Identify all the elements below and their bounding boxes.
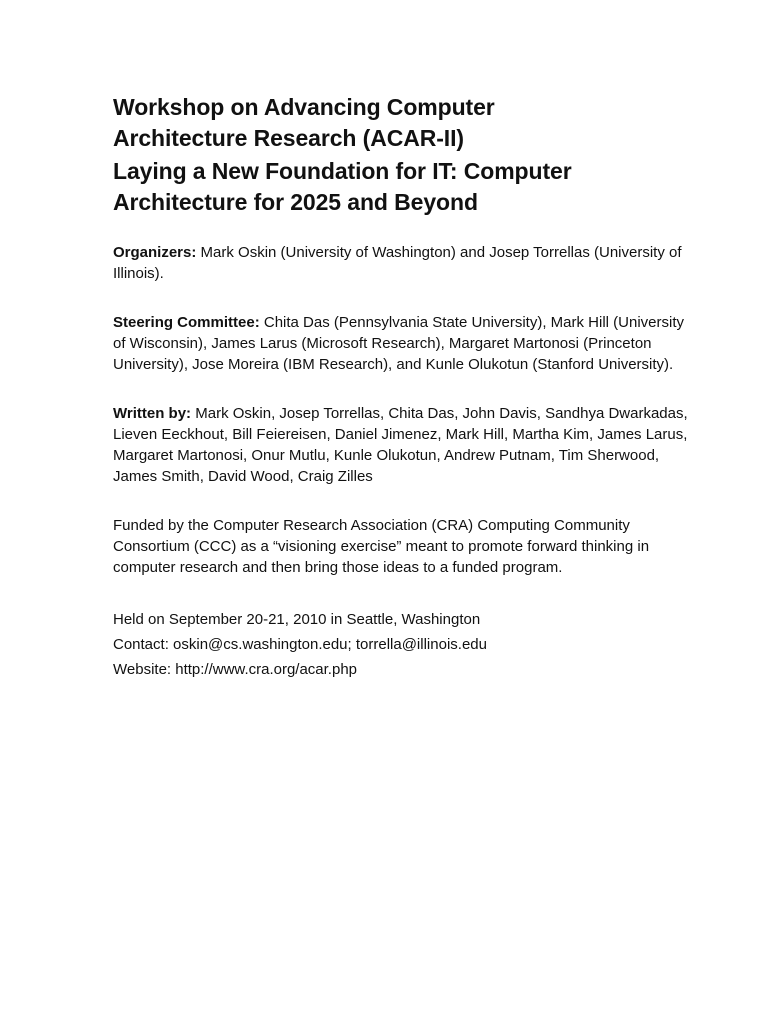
steering-committee-text: Chita Das (Pennsylvania State University), Mark Hill (University of Wisconsin), James Larus (Microsoft Research), Margaret Martonosi (Princeton University), Jose Moreira (IBM Research), and Kunle Olukotun (Stanford University). xyxy=(113,314,684,373)
workshop-title-line2: Architecture Research (ACAR-II) xyxy=(113,125,464,151)
funding-paragraph: Funded by the Computer Research Association (CRA) Computing Community Consortium (CCC) as a “visioning exercise” meant to promote forward thinking in computer research and then bring those ideas to a funded program. xyxy=(113,517,650,576)
steering-committee-label: Steering Committee: xyxy=(113,314,260,331)
contact-line: Contact: oskin@cs.washington.edu; torrella@illinois.edu xyxy=(113,636,487,653)
organizers-label: Organizers: xyxy=(113,244,197,261)
website-line: Website: http://www.cra.org/acar.php xyxy=(113,661,358,678)
workshop-title xyxy=(113,92,693,154)
report-subtitle xyxy=(113,156,693,218)
document-page xyxy=(113,92,693,682)
event-details xyxy=(113,607,693,682)
held-on-line: Held on September 20-21, 2010 in Seattle, Washington xyxy=(113,611,481,628)
workshop-title-line1: Workshop on Advancing Computer xyxy=(113,94,495,120)
report-subtitle-line1: Laying a New Foundation for IT: Computer xyxy=(113,158,572,184)
organizers-text: Mark Oskin (University of Washington) and Josep Torrellas (University of Illinois). xyxy=(113,244,682,282)
steering-committee-paragraph xyxy=(113,312,693,375)
organizers-paragraph xyxy=(113,242,693,284)
written-by-paragraph xyxy=(113,403,693,487)
written-by-text: Mark Oskin, Josep Torrellas, Chita Das, John Davis, Sandhya Dwarkadas, Lieven Eeckhout, Bill Feiereisen, Daniel Jimenez, Mark Hill, Martha Kim, James Larus, Margaret Martonosi, Onur Mutlu, Kunle Olukotun, Andrew Putnam, Tim Sherwood, James Smith, David Wood, Craig Zilles xyxy=(113,405,688,485)
report-subtitle-line2: Architecture for 2025 and Beyond xyxy=(113,189,478,215)
written-by-label: Written by: xyxy=(113,405,192,422)
